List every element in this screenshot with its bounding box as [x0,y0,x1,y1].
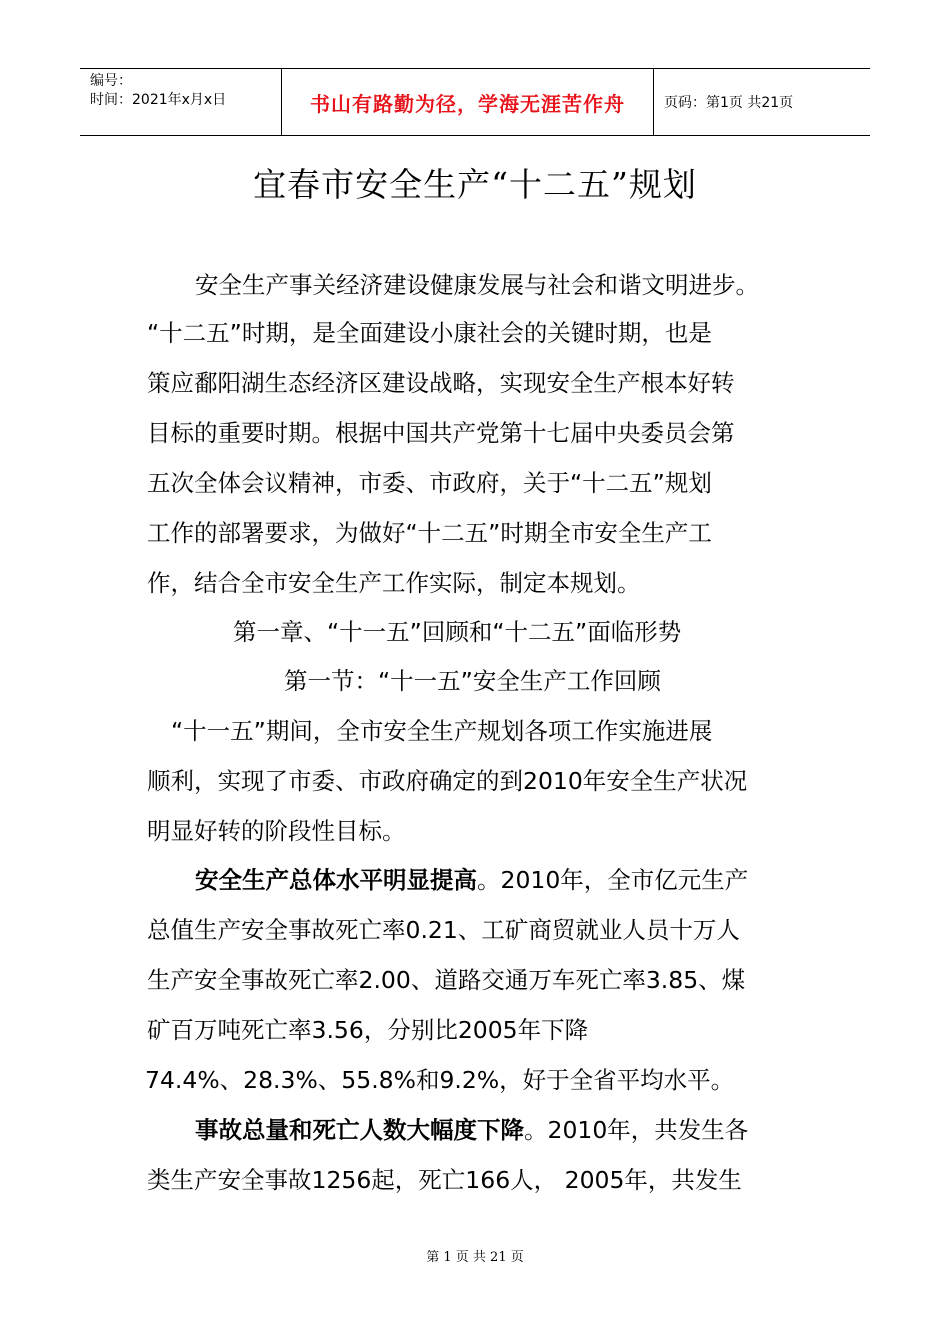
review-line: “十一五”期间，全市安全生产规划各项工作实施进展 [171,717,713,745]
header-meta-cell [80,69,282,135]
para1-bold-lead: 安全生产总体水平明显提高 [195,866,477,894]
document-number-label: 编号： [90,73,132,89]
intro-line: 安全生产事关经济建设健康发展与社会和谐文明进步。 [195,271,759,299]
intro-line: “十二五”时期，是全面建设小康社会的关键时期，也是 [147,319,712,347]
para1-line: 74.4%、28.3%、55.8%和9.2%，好于全省平均水平。 [145,1066,735,1094]
chapter-heading: 第一章、“十一五”回顾和“十二五”面临形势 [233,618,682,646]
para1-line: 矿百万吨死亡率3.56，分别比2005年下降 [147,1016,589,1044]
document-header [80,68,870,136]
review-line: 顺利，实现了市委、市政府确定的到2010年安全生产状况 [147,767,748,795]
intro-line: 目标的重要时期。根据中国共产党第十七届中央委员会第 [147,419,735,447]
motto-text: 书山有路勤为径，学海无涯苦作舟 [310,91,625,116]
header-page-cell [654,69,870,135]
intro-line: 策应鄱阳湖生态经济区建设战略，实现安全生产根本好转 [147,369,735,397]
intro-line: 五次全体会议精神，市委、市政府，关于“十二五”规划 [147,469,712,497]
para2-line: 类生产安全事故1256起，死亡166人， 2005年，共发生 [147,1166,742,1194]
page-code: 页码：第1页 共21页 [664,95,794,111]
para1-line: 总值生产安全事故死亡率0.21、工矿商贸就业人员十万人 [147,916,740,944]
para1-lead-rest: 。2010年，全市亿元生产 [477,866,749,894]
para1-first-line [195,865,748,895]
intro-line: 工作的部署要求，为做好“十二五”时期全市安全生产工 [147,519,712,547]
section-heading: 第一节：“十一五”安全生产工作回顾 [284,667,661,695]
document-date-label: 时间：2021年x月x日 [90,92,227,108]
header-motto-cell [282,69,654,135]
intro-line: 作，结合全市安全生产工作实际，制定本规划。 [147,569,641,597]
document-title: 宜春市安全生产“十二五”规划 [253,165,697,204]
para1-line: 生产安全事故死亡率2.00、道路交通万车死亡率3.85、煤 [147,966,746,994]
para2-lead-rest: 。2010年，共发生各 [524,1116,749,1144]
review-line: 明显好转的阶段性目标。 [147,817,406,845]
para2-bold-lead: 事故总量和死亡人数大幅度下降 [195,1116,524,1144]
para2-first-line [195,1115,748,1145]
page-footer: 第 1 页 共 21 页 [426,1250,524,1265]
